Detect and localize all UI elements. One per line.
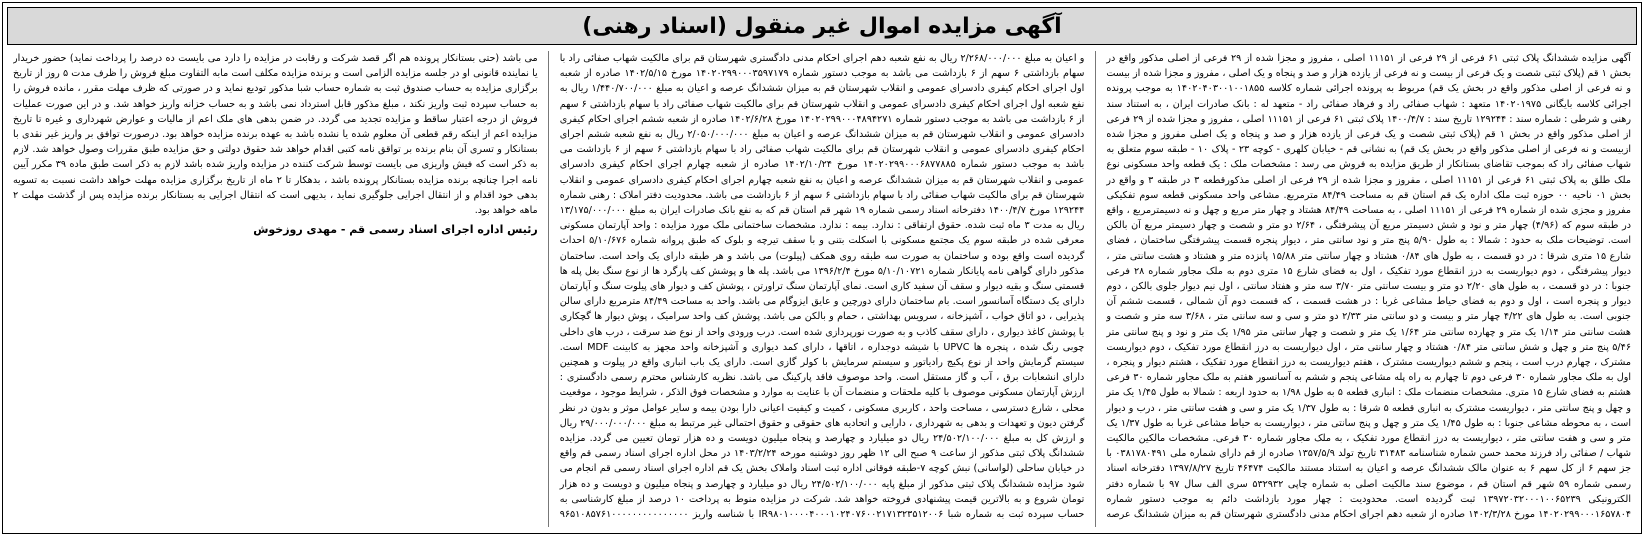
notice-frame — [2, 2, 1642, 534]
notice-body — [13, 51, 1631, 527]
notice-title: آگهی مزایده اموال غیر منقول (اسناد رهنی) — [582, 13, 1062, 39]
notice-signature: رئیس اداره اجرای اسناد رسمی قم - مهدی روزخوش — [253, 223, 538, 237]
notice-body-text: آگهی مزایده ششدانگ پلاک ثبتی ۶۱ فرعی از ۲۹ فرعی از ۱۱۱۵۱ اصلی ، مفروز و مجزا شده از ۲۹ فرعی از اصلی مذکور واقع در بخش ۱ قم (پلاک ثبتی شصت و یک فرعی از بیست و نه فرعی از یازده هزار و صد و پنجاه و یک اصلی ، مفروز و مجزا شده از بیست و نه فرعی از اصلی مذکور واقع در بخش یک قم) مربوط به پرونده اجرائی شماره کلاسه ۱۴۰۲۰۴۰۳۰۰۱۰۰۱۸۵۵ به موجب پرونده اجرائی کلاسه بایگانی ۱۴۰۲۰۱۹۷۵ متعهد : شهاب صفائی راد و فرهاد صفائی راد - متعهد له : بانک صادرات ایران ، به استناد سند رهنی و شرطی : شماره سند : ۱۲۹۲۴۴ تاریخ سند : ۱۴۰۰/۴/۷ پلاک ثبتی ۶۱ فرعی از ۱۱۱۵۱ اصلی ، مفروز و مجزا شده از ۲۹ فرعی از اصلی مذکور واقع در بخش ۱ قم (پلاک ثبتی شصت و یک فرعی از یازده هزار و صد و پنجاه و یک اصلی مفروز و مجزا شده ازبیست و نه فرعی از اصلی مذکور واقع در بخش یک قم) به نشانی قم - خیابان کلهری - کوچه ۲۳ - پلاک ۱۰ - طبقه سوم متعلق به شهاب صفائی راد که بموجب تقاضای بستانکار از طریق مزایده به فروش می رسد : مشخصات ملک : یک قطعه واحد مسکونی نوع ملک طلق به پلاک ثبتی ۶۱ فرعی از ۱۱۱۵۱ اصلی ، مفروز و مجزا شده از ۲۹ فرعی از اصلی مذکورقطعه ۳ در طبقه ۳ و واقع در بخش ۰۱ ناحیه ۰۰ حوزه ثبت ملک اداره یک قم استان قم به مساحت ۸۴/۴۹ مترمربع. مشاعی واحد مسکونی قطعه سوم تفکیکی مفروز و مجزی شده از شماره ۲۹ فرعی از ۱۱۱۵۱ اصلی ، به مساحت ۸۴/۴۹ هشتاد و چهار متر مربع و چهل و نه دسیمترمربع ، واقع در طبقه سوم که (۴/۹۶) چهار متر و نود و شش دسیمتر مربع آن پیشرفتگی ، ۲/۶۴ دو متر و شصت و چهار دسیمتر مربع آن بالکن است. توضیحات ملک به حدود : شمالا : به طول ۵/۹۰ پنج متر و نود سانتی متر ، دیوار پنجره قسمت پیشرفتگی ساختمان ، فضای شارع ۱۵ متری شرقا : در دو قسمت ، به طول های ۰/۸۴ هشتاد و چهار سانتی متر ۱۵/۸۸ پانزده متر و هشتاد و هشت سانتی متر ، دیوار پیشرفتگی ، دوم دیواریست به درز انقطاع مورد تفکیک ، اول به فضای شارع ۱۵ متری دوم به ملک مجاور شماره ۲۸ فرعی جنوبا : در دو قسمت ، به طول های ۲/۲۰ دو متر و بیست سانتی متر ۳/۷۰ سه متر و هفتاد سانتی ، اول نیم دیوار جلوی بالکن ، دوم دیوار و پنجره است ، اول و دوم به فضای حیاط مشاعی غربا : در هشت قسمت ، که قسمت دوم آن شمالی ، قسمت ششم آن جنوبی است. به طول های ۴/۲۲ چهار متر و بیست و دو سانتی متر ۲/۳۳ دو متر و سی و سه سانتی متر ، ۳/۶۸ سه متر و شصت و هشت سانتی متر ۱/۱۴ یک متر و چهارده سانتی متر ۱/۶۴ یک متر و شصت و چهار سانتی متر ۱/۹۵ یک متر و نود و پنج سانتی متر ۵/۴۶ پنج متر و چهل و شش سانتی متر ۰/۸۴ هشتاد و چهار سانتی متر ، اول دیواریست به درز انقطاع مورد تفکیک ، دوم دیواریست مشترک ، چهارم درب است ، پنجم و ششم دیواریست مشترک ، هفتم دیواریست به درز انقطاع مورد تفکیک ، هشتم دیوار و پنجره ، اول به ملک مجاور شماره ۳۰ فرعی دوم تا چهارم به راه پله مشاعی پنجم و ششم به آسانسور هفتم به ملک مجاور شماره ۳۰ فرعی هشتم به فضای شارع ۱۵ متری. مشخصات منضمات ملک : انباری قطعه ۵ به طول ۱/۹۸ به حدود اربعه : شمالا به طول ۱/۴۵ یک متر و چهل و پنج سانتی متر ، دیواریست مشترک به انباری قطعه ۵ شرقا : به طول ۱/۳۷ یک متر و سی و هفت سانتی متر ، درب و دیوار است ، به محوطه مشاعی جنوبا : به طول ۱/۴۵ یک متر و چهل و پنج سانتی متر ، دیواریست به حیاط مشاعی غربا به طول ۱/۳۷ یک متر و سی و هفت سانتی متر ، دیواریست به درز انقطاع مورد تفکیک ، به ملک مجاور شماره ۳۰ فرعی. مشخصات مالکین مالکیت شهاب / صفائی راد فرزند محمد حسن شماره شناسنامه ۳۱۴۸۳ تاریخ تولد ۱۳۵۷/۵/۹ صادره از قم دارای شماره ملی ۰۳۸۱۷۸۰۴۹۱ با جز سهم ۶ از کل سهم ۶ به عنوان مالک ششدانگ عرصه و اعیان به استناد مستند مالکیت ۴۶۴۷۴ تاریخ ۱۳۹۷/۸/۲۷ دفترخانه اسناد رسمی شماره ۵۹ شهر قم استان قم ، موضوع سند مالکیت اصلی به شماره چاپی ۵۳۲۹۳۲ سری الف سال ۹۷ با شماره دفتر الکترونیکی ۱۳۹۷۲۰۳۲۰۰۰۱۰۰۶۵۲۳۹ ثبت گردیده است. محدودیت : چهار مورد بازداشت دائم به موجب دستور شماره ۱۴۰۲۰۲۹۹۰۰۰۱۶۵۷۸۰۴ مورخ ۱۴۰۲/۳/۲۸ صادره از شعبه دهم اجرای احکام مدنی دادگستری شهرستان قم به میزان ششدانگ عرصه و اعیان به مبلغ ۲/۲۶۸/۰۰۰/۰۰۰ ریال به نفع شعبه دهم اجرای احکام مدنی دادگستری شهرستان قم برای مالکیت شهاب صفائی راد با سهام بازداشتی ۶ سهم از ۶ بازداشت می باشد به موجب دستور شماره ۱۴۰۲۰۲۹۹۰۰۰۳۵۹۷۱۷۹ مورخ ۱۴۰۲/۵/۱۵ صادره از شعبه اول اجرای احکام کیفری دادسرای عمومی و انقلاب شهرستان قم به میزان ششدانگ عرصه و اعیان به مبلغ ۱/۴۴۰/۷۰۰/۰۰۰ ریال به نفع شعبه اول اجرای احکام کیفری دادسرای عمومی و انقلاب شهرستان قم برای مالکیت شهاب صفائی راد با سهام بازداشتی ۶ سهم از ۶ بازداشت می باشد به موجب دستور شماره ۱۴۰۲۰۲۹۹۰۰۰۴۸۹۴۲۷۱ مورخ ۱۴۰۲/۶/۲۸ صادره از شعبه ششم اجرای احکام کیفری دادسرای عمومی و انقلاب شهرستان قم به میزان ششدانگ عرصه و اعیان به مبلغ ۲/۰۵۰/۰۰۰/۰۰۰ ریال به نفع شعبه ششم اجرای احکام کیفری دادسرای عمومی و انقلاب شهرستان قم برای مالکیت شهاب صفائی راد با سهام بازداشتی ۶ سهم از ۶ بازداشت می باشد به موجب دستور شماره ۱۴۰۲۰۲۹۹۰۰۰۶۸۷۷۸۸۵ مورخ ۱۴۰۲/۱۰/۲۴ صادره از شعبه چهارم اجرای احکام کیفری دادسرای عمومی و انقلاب شهرستان قم به میزان ششدانگ عرصه و اعیان به نفع شعبه چهارم اجرای احکام کیفری دادسرای عمومی و انقلاب شهرستان قم برای مالکیت شهاب صفائی راد با سهام بازداشتی ۶ سهم از ۶ بازداشت می باشد. محدودیت دفتر املاک : رهنی شماره ۱۲۹۲۴۴ مورخ ۱۴۰۰/۴/۷ دفترخانه اسناد رسمی شماره ۱۹ شهر قم استان قم که به نفع بانک صادرات ایران به مبلغ ۱۳/۱۷۵/۰۰۰/۰۰۰ ریال به مدت ۳ ماه ثبت شده. حقوق ارتفاقی : ندارد. بیمه : ندارد. مشخصات ساختمانی ملک مورد مزایده : واحد آپارتمان مسکونی معرفی شده در طبقه سوم یک مجتمع مسکونی با اسکلت بتنی و با سقف تیرچه و بلوک که طبق پروانه شماره ۵/۱۰/۶۷۶ احداث گردیده است واقع بوده و ساختمان به صورت سه طبقه روی همکف (پیلوت) می باشد و هر طبقه دارای یک واحد است. ساختمان مذکور دارای گواهی نامه پایانکار شماره ۵/۱۰/۱۰۷۲۱ مورخ ۱۳۹۶/۲/۴ می باشد. پله ها و پوشش کف پارگرد ها از نوع سنگ بغل پله ها قسمتی سنگ و بقیه دیوار و سقف آن سفید کاری است. نمای آپارتمان سنگ تراورتن ، پوشش کف و دیوار های پیلوت سنگ و آپارتمان دارای یک دستگاه آسانسور است. بام ساختمان دارای دورچین و عایق ایزوگام می باشد. واحد به مساحت ۸۴/۴۹ مترمربع دارای سالن پذیرایی ، دو اتاق خواب ، آشپزخانه ، سرویس بهداشتی ، حمام و بالکن می باشد. پوشش کف واحد سرامیک ، پوش دیوار ها گچکاری با پوشش کاغذ دیواری ، دارای سقف کاذب و به صورت نورپردازی شده است. درب ورودی واحد از نوع ضد سرقت ، درب های داخلی چوبی رنگ شده ، پنجره ها UPVC با شیشه دوجداره ، اتاقها ، دارای کمد دیواری و آشپزخانه واحد مجهز به کابینت MDF است. سیستم گرمایش واحد از نوع پکیج رادیاتور و سیستم سرمایش با کولر گازی است. دارای یک باب انباری واقع در پیلوت و همچنین دارای انشعابات برق ، آب و گاز مستقل است. واحد موصوف فاقد پارکینگ می باشد. نظریه کارشناس محترم رسمی دادگستری : ارزش آپارتمان مسکونی موصوف با کلیه ملحقات و منضمات آن با عنایت به موارد و مشخصات فوق الذکر ، شرایط موجود ، موقعیت محلی ، شارع دسترسی ، مساحت واحد ، کاربری مسکونی ، کمیت و کیفیت اعیانی دارا بودن بیمه و سایر عوامل موثر و بدون در نظر گرفتن دیون و تعهدات و بدهی به شهرداری ، دارایی و اتحادیه های حقوقی و حقوق احتمالی غیر مرتبط به مبلغ ۲۹/۰۰۰/۰۰۰/۰۰۰ ریال و ارزش کل به مبلغ ۲۴/۵۰۲/۱۰۰/۰۰۰ ریال دو میلیارد و چهارصد و پنجاه میلیون دویست و ده هزار تومان تعیین می گردد. مزایده ششدانگ پلاک ثبتی مذکور از ساعت ۹ صبح الی ۱۲ ظهر روز دوشنبه مورخه ۱۴۰۳/۲/۲۴ در محل اداره اجرای اسناد رسمی قم واقع در خیابان ساحلی (لواسانی) نبش کوچه ۷-طبقه فوقانی اداره ثبت اسناد واملاک بخش یک قم اداره اجرای اسناد رسمی قم انجام می شود مزایده ششدانگ پلاک ثبتی مذکور از مبلغ پایه ۲۴/۵۰۲/۱۰۰/۰۰۰ ریال دو میلیارد و چهارصد و پنجاه میلیون و دویست و ده هزار تومان شروع و به بالاترین قیمت پیشنهادی فروخته خواهد شد. شرکت در مزایده منوط به پرداخت ۱۰ درصد از مبلغ کارشناسی به حساب سپرده ثبت به شماره شبا IR۹۸۰۱۰۰۰۰۴۰۰۰۱۰۲۴۰۷۶۰۰۲۱۷۱۳۲۳۵۱۲۰۰۶ با شناسه واریز ۹۶۵۱۰۸۵۷۶۱۰۰۰۰۰۰۰۰۰۰۰۰۰۰۰ می باشد (حتی بستانکار پرونده هم اگر قصد شرکت و رقابت در مزایده را دارد می بایست ده درصد را پرداخت نماید) حضور خریدار یا نماینده قانونی او در جلسه مزایده الزامی است و برنده مزایده مکلف است مابه التفاوت مبلغ فروش را ظرف مدت ۵ روز از تاریخ برگزاری مزایده به حساب صندوق ثبت به شماره حساب شبا مذکور تودیع نماید و در صورتی که ظرف مهلت مقرر ، مانده فروش را به حساب سپرده ثبت واریز نکند ، مبلغ مذکور قابل استرداد نمی باشد و به حساب خزانه واریز خواهد شد. و در این صورت عملیات فروش از درجه اعتبار ساقط و مزایده تجدید می گردد. در ضمن بدهی های ملک اعم از مالیات و عوارض شهرداری و غیره تا تاریخ مزایده اعم از اینکه رقم قطعی آن معلوم شده یا نشده باشد به عهده برنده مزایده خواهد بود. درصورت توافق بر واریز غیر نقدی با بستانکار و تسری آن بنام برنده بر تواقق نامه کتبی اقدام خواهد شد حقوق دولتی و حق مزایده طبق مقررات وصول خواهد شد. لازم به ذکر است که فیش واریزی می بایست توسط شرکت کننده در مزایده واریز شده باشد لازم به ذکر است طبق ماده ۳۹ مکرر آیین نامه اجرا چنانچه برنده مزایده بستانکار پرونده باشد ، بدهکار تا ۲ ماه از تاریخ برگزاری مزایده مهلت خواهد داشت نسبت به تسویه بدهی خود اقدام و از انتقال اجرایی جلوگیری نماید ، بدیهی است که انتقال اجرایی به بستانکار برنده مزایده پس از گذشت مهلت ۲ ماهه خواهد بود. — [13, 53, 1631, 521]
notice-header — [7, 7, 1637, 45]
